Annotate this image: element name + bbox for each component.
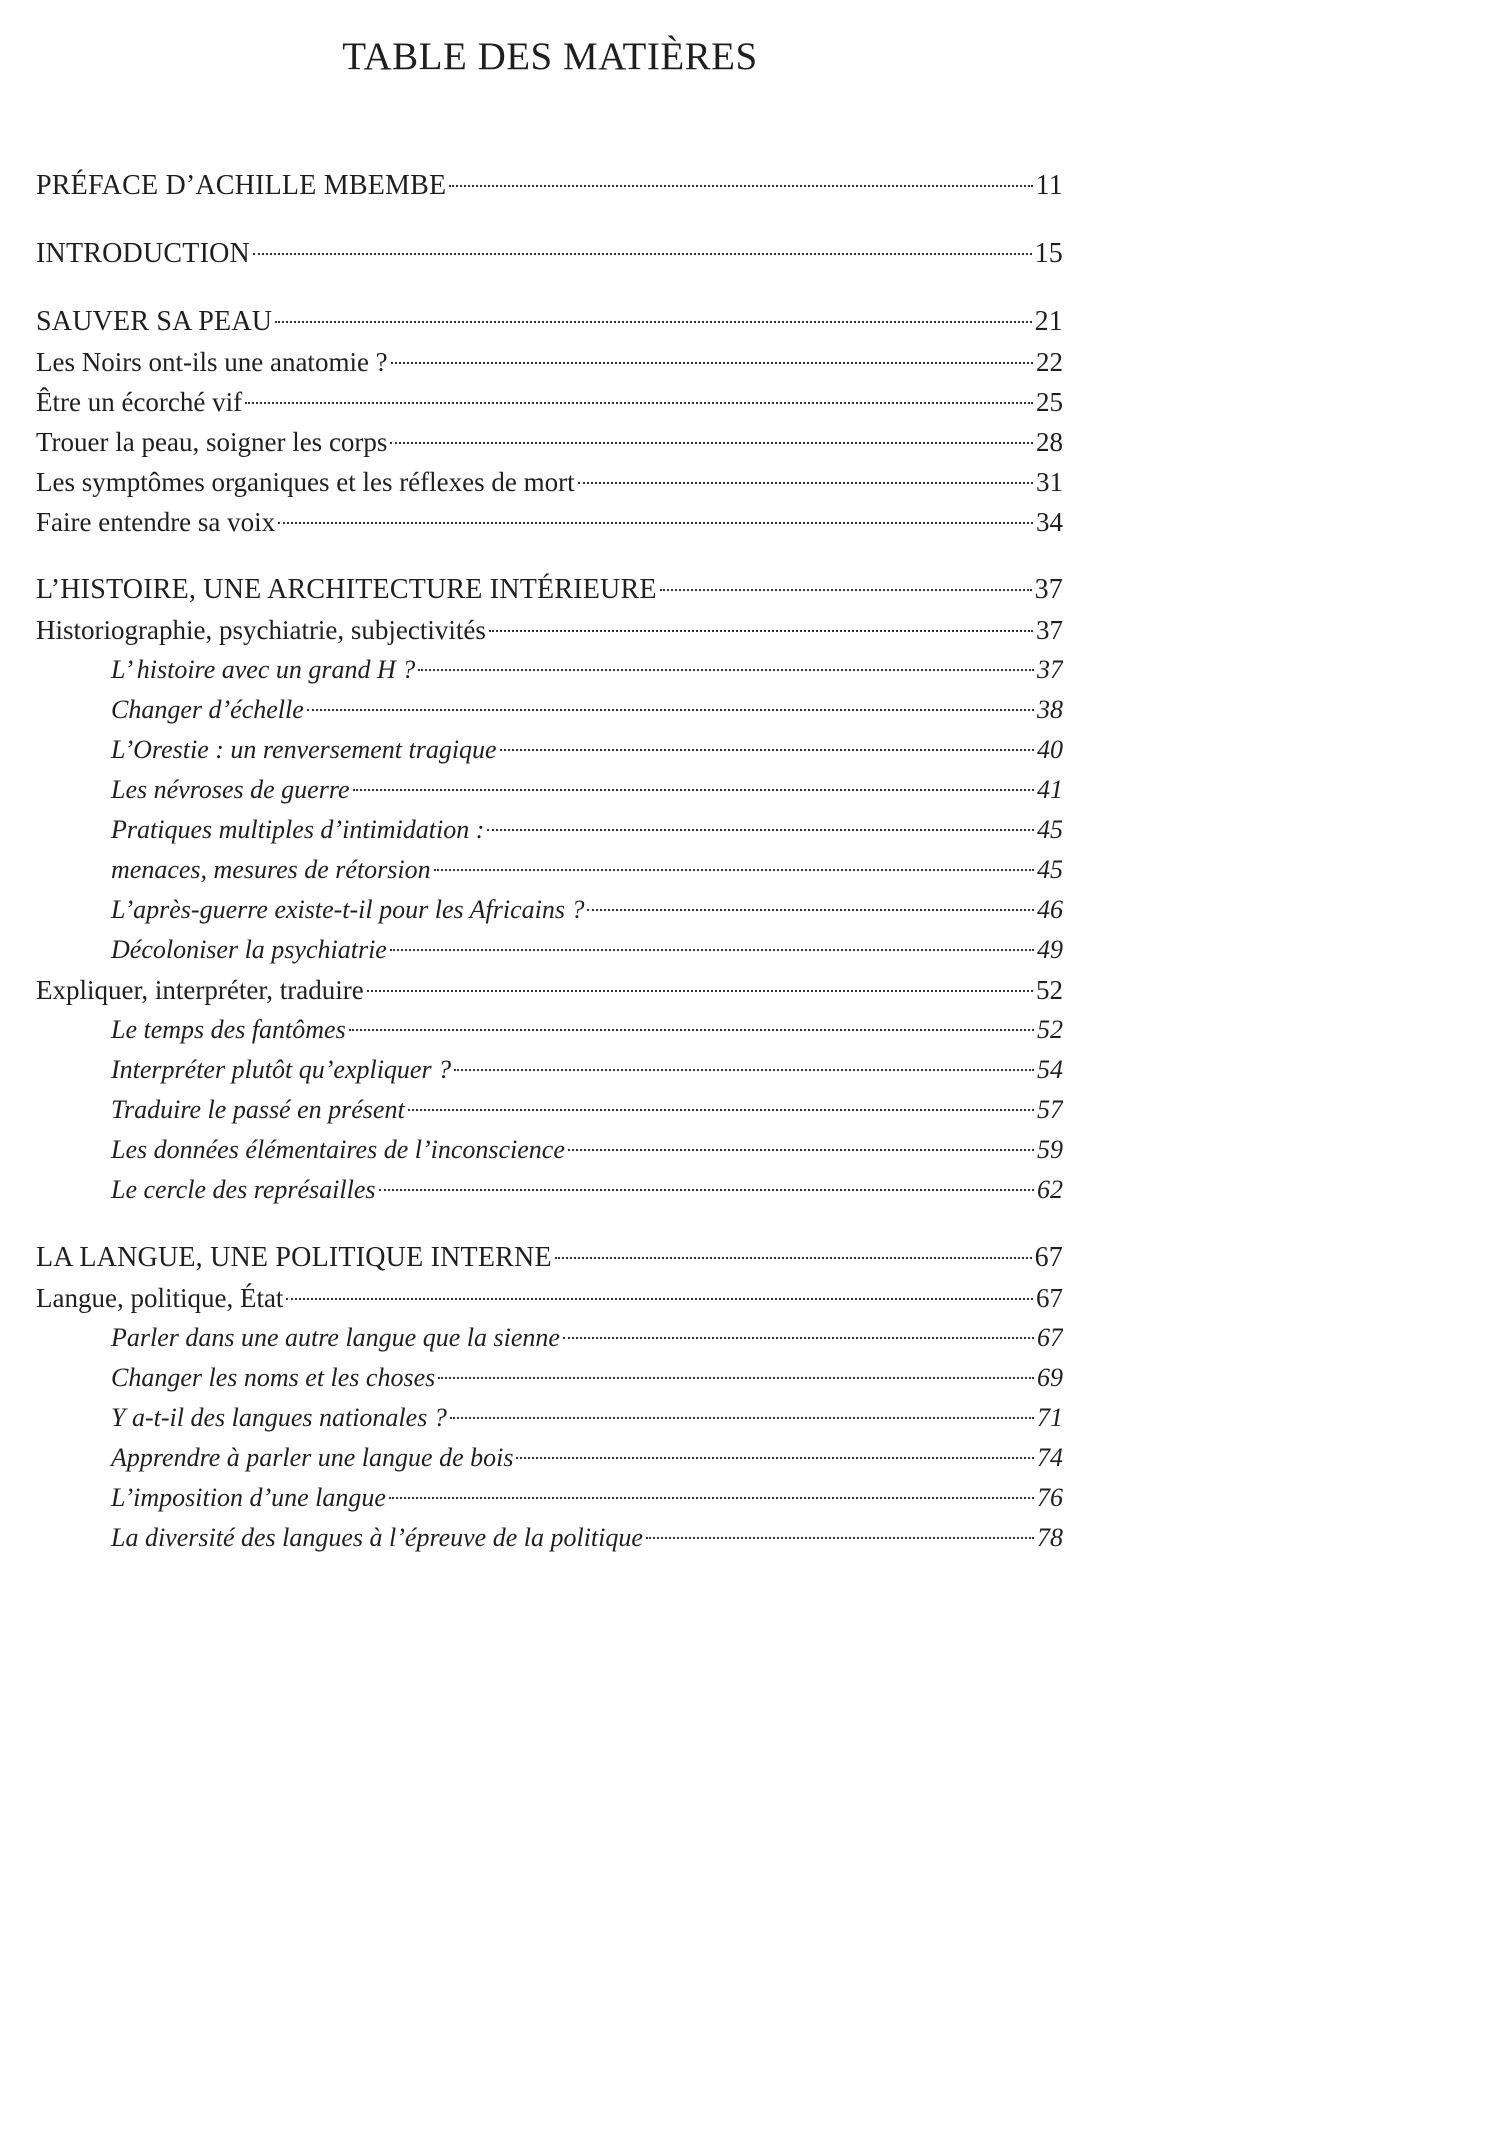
toc-entry-page: 31 <box>1036 467 1063 497</box>
toc-entry-page: 52 <box>1037 1015 1063 1044</box>
dot-leader <box>487 829 1034 831</box>
toc-entry-label: menaces, mesures de rétorsion <box>111 855 431 884</box>
toc-entry[interactable] <box>36 930 1063 970</box>
toc-entry[interactable] <box>36 1478 1063 1518</box>
toc-entry[interactable] <box>36 1238 1063 1278</box>
toc-entry[interactable] <box>36 234 1063 274</box>
dot-leader <box>563 1337 1034 1339</box>
toc-entry[interactable] <box>36 890 1063 930</box>
toc-entry[interactable] <box>36 850 1063 890</box>
toc-entry-label: Expliquer, interpréter, traduire <box>36 975 364 1005</box>
dot-leader <box>245 402 1033 404</box>
toc-entry-page: 69 <box>1037 1363 1063 1392</box>
toc-entry-page: 74 <box>1037 1443 1063 1472</box>
toc-entry-label: Apprendre à parler une langue de bois <box>111 1443 514 1472</box>
toc-entry-page: 38 <box>1037 695 1063 724</box>
toc-entry-page: 54 <box>1037 1055 1063 1084</box>
toc-entry-page: 21 <box>1034 306 1063 337</box>
toc-entry-page: 46 <box>1037 895 1063 924</box>
toc-entry-page: 67 <box>1036 1283 1063 1313</box>
toc-entry-page: 37 <box>1037 655 1063 684</box>
dot-leader <box>568 1149 1034 1151</box>
page-title: TABLE DES MATIÈRES <box>342 35 758 78</box>
dot-leader <box>278 522 1033 524</box>
toc-entry[interactable] <box>36 1318 1063 1358</box>
toc-entry-page: 59 <box>1037 1135 1063 1164</box>
dot-leader <box>660 589 1032 591</box>
toc-entry[interactable] <box>36 1050 1063 1090</box>
toc-entry-label: PRÉFACE D’ACHILLE MBEMBE <box>36 170 447 201</box>
dot-leader <box>379 1189 1035 1191</box>
toc-entry-page: 62 <box>1037 1175 1063 1204</box>
dot-leader <box>390 442 1033 444</box>
toc-entry-page: 41 <box>1037 775 1063 804</box>
toc-entry[interactable] <box>36 690 1063 730</box>
toc-entry-page: 67 <box>1034 1242 1063 1273</box>
toc-entry[interactable] <box>36 302 1063 342</box>
dot-leader <box>450 1417 1034 1419</box>
toc-entry-label: Pratiques multiples d’intimidation : <box>111 815 485 844</box>
toc-entry-label: L’après-guerre existe-t-il pour les Africains ? <box>111 895 585 924</box>
toc-entry-page: 25 <box>1036 387 1063 417</box>
toc-entry-page: 52 <box>1036 975 1063 1005</box>
dot-leader <box>391 362 1033 364</box>
dot-leader <box>438 1377 1034 1379</box>
toc-entry-label: LA LANGUE, UNE POLITIQUE INTERNE <box>36 1242 552 1273</box>
dot-leader <box>408 1109 1034 1111</box>
toc-entry[interactable] <box>36 570 1063 610</box>
toc-entry[interactable] <box>36 1358 1063 1398</box>
dot-leader <box>307 709 1034 711</box>
toc-entry[interactable] <box>36 502 1063 542</box>
dot-leader <box>555 1257 1032 1259</box>
toc-entry[interactable] <box>36 422 1063 462</box>
dot-leader <box>253 253 1032 255</box>
toc-entry[interactable] <box>36 730 1063 770</box>
toc-entry-label: Le cercle des représailles <box>111 1175 376 1204</box>
toc-entry-label: Traduire le passé en présent <box>111 1095 405 1124</box>
dot-leader <box>367 990 1033 992</box>
dot-leader <box>454 1069 1034 1071</box>
toc-entry-label: L’imposition d’une langue <box>111 1483 386 1512</box>
toc-entry-page: 28 <box>1036 427 1063 457</box>
dot-leader <box>516 1457 1034 1459</box>
dot-leader <box>489 630 1033 632</box>
toc-entry-page: 76 <box>1037 1483 1063 1512</box>
toc-entry-label: Le temps des fantômes <box>111 1015 346 1044</box>
toc-entry-page: 57 <box>1037 1095 1063 1124</box>
toc-entry[interactable] <box>36 770 1063 810</box>
toc-entry-label: L’HISTOIRE, UNE ARCHITECTURE INTÉRIEURE <box>36 574 657 605</box>
toc-entry-label: Historiographie, psychiatrie, subjectivités <box>36 615 486 645</box>
toc-entry-page: 49 <box>1037 935 1063 964</box>
toc-entry-label: INTRODUCTION <box>36 238 250 269</box>
toc-entry[interactable] <box>36 810 1063 850</box>
toc-entry-label: Trouer la peau, soigner les corps <box>36 427 388 457</box>
toc-entry[interactable] <box>36 1010 1063 1050</box>
toc-entry-page: 37 <box>1036 615 1063 645</box>
toc-entry-page: 15 <box>1034 238 1063 269</box>
toc-entry[interactable] <box>36 382 1063 422</box>
dot-leader <box>500 749 1034 751</box>
toc-entry[interactable] <box>36 462 1063 502</box>
dot-leader <box>353 789 1034 791</box>
dot-leader <box>434 869 1034 871</box>
toc-entry-label: Les névroses de guerre <box>111 775 350 804</box>
dot-leader <box>390 949 1034 951</box>
toc-entry[interactable] <box>36 1130 1063 1170</box>
toc-entry[interactable] <box>36 1518 1063 1558</box>
toc-entry-label: Les Noirs ont-ils une anatomie ? <box>36 347 388 377</box>
toc-entry-label: Être un écorché vif <box>36 387 243 417</box>
dot-leader <box>275 321 1031 323</box>
toc-entry-page: 45 <box>1037 815 1063 844</box>
toc-entry-label: L’Orestie : un renversement tragique <box>111 735 497 764</box>
toc-entry-page: 11 <box>1035 170 1063 201</box>
toc-entry-label: Changer les noms et les choses <box>111 1363 436 1392</box>
toc-entry[interactable] <box>36 1398 1063 1438</box>
toc-entry[interactable] <box>36 650 1063 690</box>
toc-entry-label: Les données élémentaires de l’inconscience <box>111 1135 565 1164</box>
dot-leader <box>418 669 1034 671</box>
toc-entry[interactable] <box>36 610 1063 650</box>
toc-entry-page: 34 <box>1036 507 1063 537</box>
toc-entry[interactable] <box>36 1090 1063 1130</box>
toc-entry[interactable] <box>36 1438 1063 1478</box>
toc-entry-page: 22 <box>1036 347 1063 377</box>
toc-entry[interactable] <box>36 970 1063 1010</box>
table-of-contents <box>36 166 1063 1558</box>
dot-leader <box>349 1029 1034 1031</box>
toc-entry-label: Interpréter plutôt qu’expliquer ? <box>111 1055 452 1084</box>
dot-leader <box>578 482 1033 484</box>
toc-entry[interactable] <box>36 1278 1063 1318</box>
toc-entry-label: La diversité des langues à l’épreuve de la politique <box>111 1523 643 1552</box>
dot-leader <box>286 1298 1033 1300</box>
toc-entry[interactable] <box>36 1170 1063 1210</box>
toc-entry-label: Les symptômes organiques et les réflexes de mort <box>36 467 575 497</box>
dot-leader <box>389 1497 1034 1499</box>
toc-entry-page: 40 <box>1037 735 1063 764</box>
toc-entry-page: 67 <box>1037 1323 1063 1352</box>
toc-entry-label: Changer d’échelle <box>111 695 304 724</box>
dot-leader <box>646 1537 1034 1539</box>
toc-entry-label: Y a-t-il des langues nationales ? <box>111 1403 447 1432</box>
dot-leader <box>587 909 1034 911</box>
toc-entry-page: 37 <box>1034 574 1063 605</box>
toc-entry-page: 78 <box>1037 1523 1063 1552</box>
dot-leader <box>449 185 1032 187</box>
toc-entry[interactable] <box>36 342 1063 382</box>
toc-entry-label: L’ histoire avec un grand H ? <box>111 655 416 684</box>
toc-entry[interactable] <box>36 166 1063 206</box>
toc-entry-page: 45 <box>1037 855 1063 884</box>
toc-entry-label: Décoloniser la psychiatrie <box>111 935 387 964</box>
toc-entry-label: Parler dans une autre langue que la sienne <box>111 1323 560 1352</box>
toc-entry-page: 71 <box>1037 1403 1063 1432</box>
toc-entry-label: SAUVER SA PEAU <box>36 306 273 337</box>
toc-entry-label: Faire entendre sa voix <box>36 507 276 537</box>
toc-entry-label: Langue, politique, État <box>36 1283 284 1313</box>
